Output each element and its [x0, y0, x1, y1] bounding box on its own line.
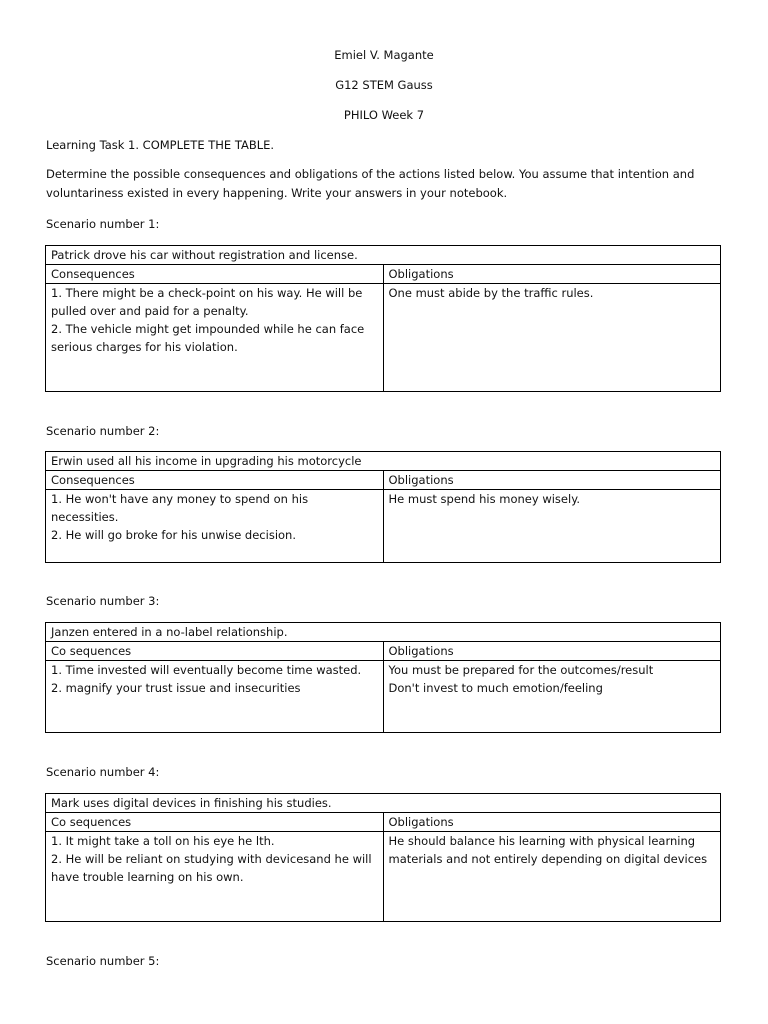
- scenario-3-situation: Janzen entered in a no-label relationship.: [46, 623, 721, 642]
- scenario-1-consequences: [46, 284, 384, 392]
- obligation-item: Don't invest to much emotion/feeling: [388, 681, 603, 695]
- consequence-item: 2. He will go broke for his unwise decision.: [51, 528, 296, 542]
- scenario-2-situation: Erwin used all his income in upgrading his motorcycle: [46, 452, 721, 471]
- scenario-3-label: Scenario number 3:: [46, 594, 160, 608]
- task-title: Learning Task 1. COMPLETE THE TABLE.: [46, 138, 275, 152]
- consequence-item: 1. He won't have any money to spend on his necessities.: [51, 492, 309, 524]
- consequences-header: Co sequences: [46, 813, 384, 832]
- instructions: Determine the possible consequences and obligations of the actions listed below. You assume that intention and voluntariness existed in every happening. Write your answers in your notebook.: [46, 167, 695, 200]
- obligation-item: One must abide by the traffic rules.: [388, 286, 594, 300]
- scenario-4-obligations: [383, 832, 721, 922]
- scenario-2-consequences: [46, 490, 384, 563]
- obligation-item: He should balance his learning with physical learning materials and not entirely depending on digital devices: [388, 834, 708, 866]
- scenario-1-situation: Patrick drove his car without registration and license.: [46, 246, 721, 265]
- student-section: G12 STEM Gauss: [335, 78, 433, 92]
- scenario-1-label: Scenario number 1:: [46, 217, 160, 231]
- consequence-item: 1. Time invested will eventually become time wasted.: [51, 663, 362, 677]
- consequences-header: Consequences: [46, 265, 384, 284]
- scenario-3-table: [45, 622, 721, 733]
- scenario-1-table: [45, 245, 721, 392]
- scenario-4-table: [45, 793, 721, 922]
- scenario-2-obligations: [383, 490, 721, 563]
- consequence-item: 1. It might take a toll on his eye he lth.: [51, 834, 275, 848]
- scenario-3-obligations: [383, 661, 721, 733]
- scenario-4-label: Scenario number 4:: [46, 765, 160, 779]
- student-name: Emiel V. Magante: [334, 48, 434, 62]
- scenario-2-table: [45, 451, 721, 563]
- consequences-header: Consequences: [46, 471, 384, 490]
- obligation-item: He must spend his money wisely.: [388, 492, 581, 506]
- consequence-item: 2. The vehicle might get impounded while he can face serious charges for his violation.: [51, 322, 365, 354]
- consequence-item: 2. He will be reliant on studying with devicesand he will have trouble learning on his own.: [51, 852, 372, 884]
- scenario-4-situation: Mark uses digital devices in finishing his studies.: [46, 794, 721, 813]
- scenario-4-consequences: [46, 832, 384, 922]
- consequence-item: 2. magnify your trust issue and insecurities: [51, 681, 301, 695]
- scenario-5-label: Scenario number 5:: [46, 954, 160, 968]
- obligations-header: Obligations: [383, 471, 721, 490]
- consequence-item: 1. There might be a check-point on his way. He will be pulled over and paid for a penalty.: [51, 286, 363, 318]
- scenario-3-consequences: [46, 661, 384, 733]
- obligation-item: You must be prepared for the outcomes/result: [388, 663, 654, 677]
- obligations-header: Obligations: [383, 813, 721, 832]
- scenario-1-obligations: [383, 284, 721, 392]
- obligations-header: Obligations: [383, 265, 721, 284]
- subject-week: PHILO Week 7: [343, 108, 425, 122]
- obligations-header: Obligations: [383, 642, 721, 661]
- scenario-2-label: Scenario number 2:: [46, 424, 160, 438]
- consequences-header: Co sequences: [46, 642, 384, 661]
